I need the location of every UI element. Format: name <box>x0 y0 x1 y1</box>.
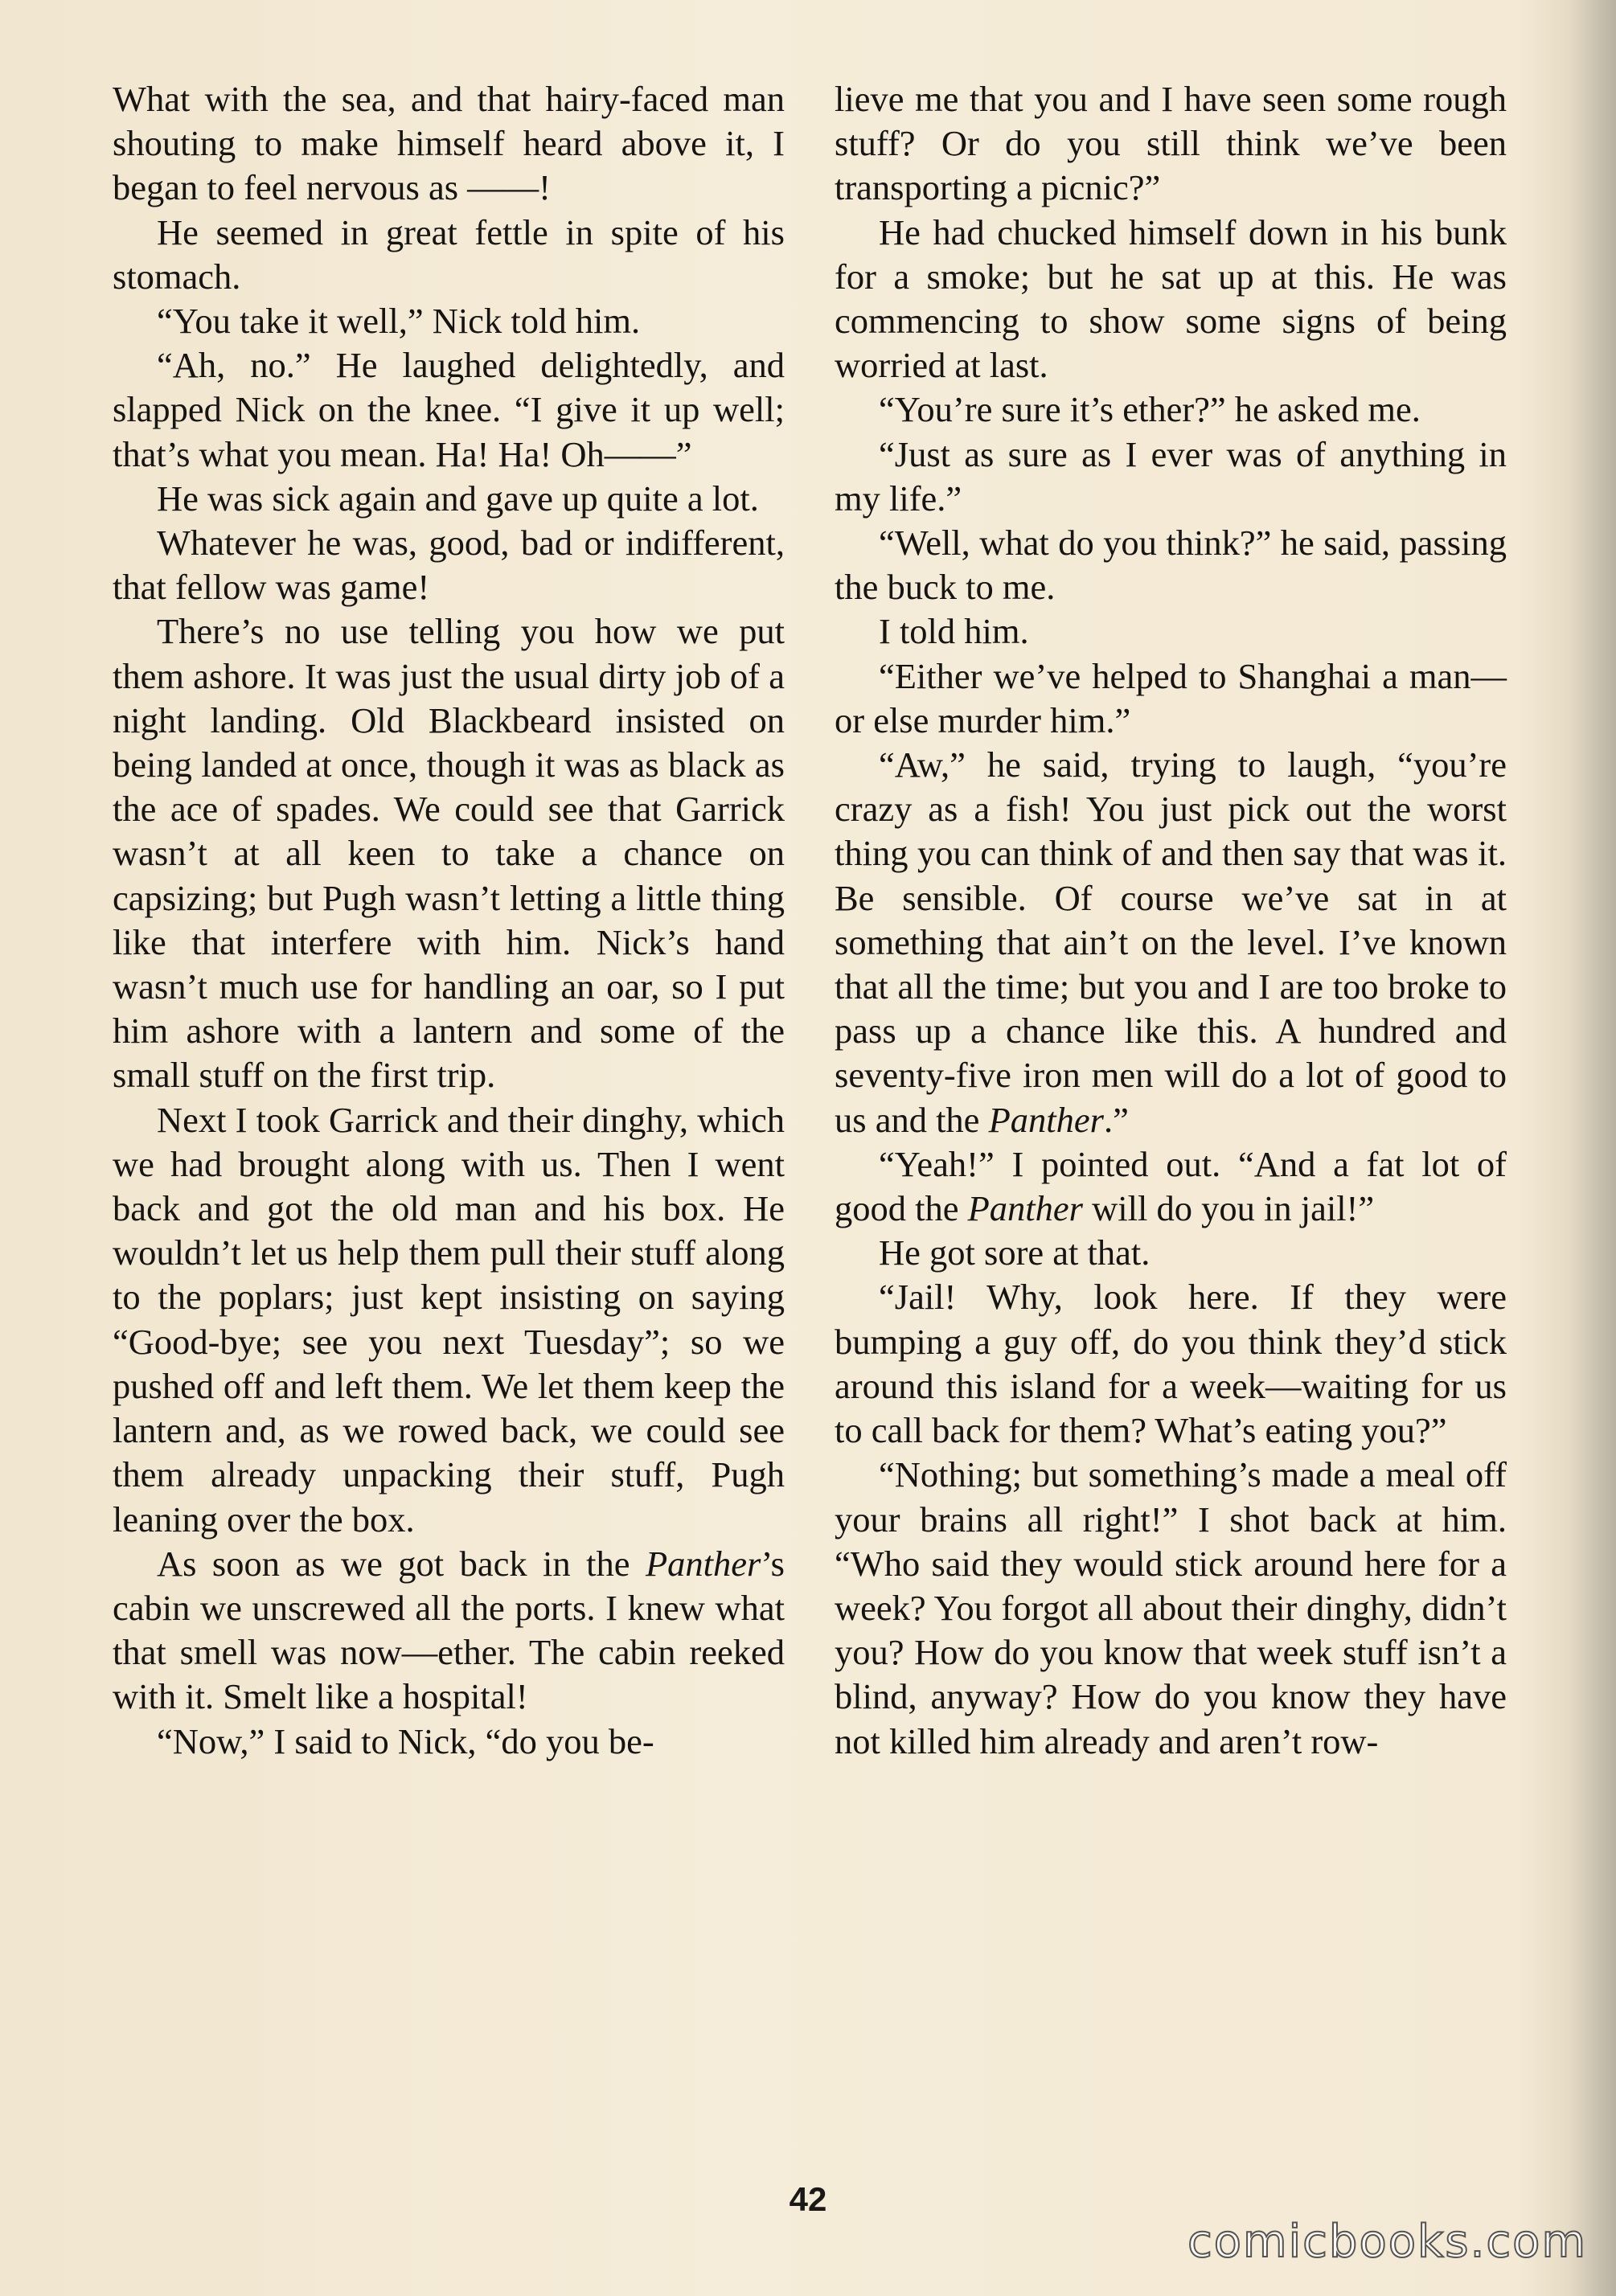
paragraph: “Ah, no.” He laughed delightedly, and slapped Nick on the knee. “I give it up well; that’s what you mean. Ha! Ha! Oh——” <box>113 345 785 474</box>
right-column <box>835 77 1507 1764</box>
paragraph: As soon as we got back in the Panther’s cabin we unscrewed all the ports. I knew what that smell was now—ether. The cabin reeked with it. Smelt like a hospital! <box>113 1543 785 1717</box>
paragraph: “Well, what do you think?” he said, passing the buck to me. <box>835 523 1507 608</box>
paragraph: He had chucked himself down in his bunk for a smoke; but he sat up at this. He was commencing to show some signs of being worried at last. <box>835 211 1507 386</box>
paragraph: lieve me that you and I have seen some rough stuff? Or do you still think we’ve been transporting a picnic?” <box>835 79 1507 208</box>
paragraph: “Either we’ve helped to Shanghai a man—or else murder him.” <box>835 655 1507 740</box>
paragraph: “You’re sure it’s ether?” he asked me. <box>879 389 1421 430</box>
paragraph: He was sick again and gave up quite a lot. <box>157 478 759 519</box>
paragraph: “You take it well,” Nick told him. <box>157 301 641 342</box>
paragraph: “Nothing; but something’s made a meal off your brains all right!” I shot back at him. “Who said they would stick around here for a week? You forgot all about their dinghy, didn’t you? How do you know that week stuff isn’t a blind, anyway? How do you know they have not killed him already and aren’t row- <box>835 1454 1507 1761</box>
paragraph: “Now,” I said to Nick, “do you be- <box>157 1720 654 1761</box>
paragraph: “Just as sure as I ever was of anything in my life.” <box>835 433 1507 519</box>
paragraph: “Jail! Why, look here. If they were bumping a guy off, do you think they’d stick around this island for a week—waiting for us to call back for them? What’s eating you?” <box>835 1277 1507 1451</box>
paragraph: “Aw,” he said, trying to laugh, “you’re crazy as a fish! You just pick out the worst thing you can think of and then say that was it. Be sensible. Of course we’ve sat in at something that ain’t on the level. I’ve known that all the time; but you and I are too broke to pass up a chance like this. A hundred and seventy-five iron men will do a lot of good to us and the Panther.” <box>835 744 1507 1140</box>
paragraph: “Yeah!” I pointed out. “And a fat lot of good the Panther will do you in jail!” <box>835 1143 1507 1229</box>
page-number: 42 <box>789 2180 827 2218</box>
paragraph: Next I took Garrick and their dinghy, which we had brought along with us. Then I went back and got the old man and his box. He wouldn’t let us help them pull their stuff along to the poplars; just kept insisting on saying “Good-bye; see you next Tuesday”; so we pushed off and left them. We let them keep the lantern and, as we rowed back, we could see them already unpacking their stuff, Pugh leaning over the box. <box>113 1099 785 1540</box>
paragraph: He seemed in great fettle in spite of his stomach. <box>113 211 785 297</box>
paragraph: I told him. <box>879 611 1029 652</box>
paragraph: Whatever he was, good, bad or indifferent, that fellow was game! <box>113 523 785 608</box>
paragraph: There’s no use telling you how we put them ashore. It was just the usual dirty job of a night landing. Old Blackbeard insisted on being landed at once, though it was as black as the ace of spades. We could see that Garrick wasn’t at all keen to take a chance on capsizing; but Pugh wasn’t letting a little thing like that interfere with him. Nick’s hand wasn’t much use for handling an oar, so I put him ashore with a lantern and some of the small stuff on the first trip. <box>113 611 785 1096</box>
paragraph: What with the sea, and that hairy-faced man shouting to make himself heard above it, I began to feel nervous as ——! <box>113 79 785 208</box>
watermark-logo: comicbooks.com <box>1187 2216 1587 2268</box>
left-column <box>113 77 785 1764</box>
paragraph: He got sore at that. <box>879 1232 1150 1273</box>
